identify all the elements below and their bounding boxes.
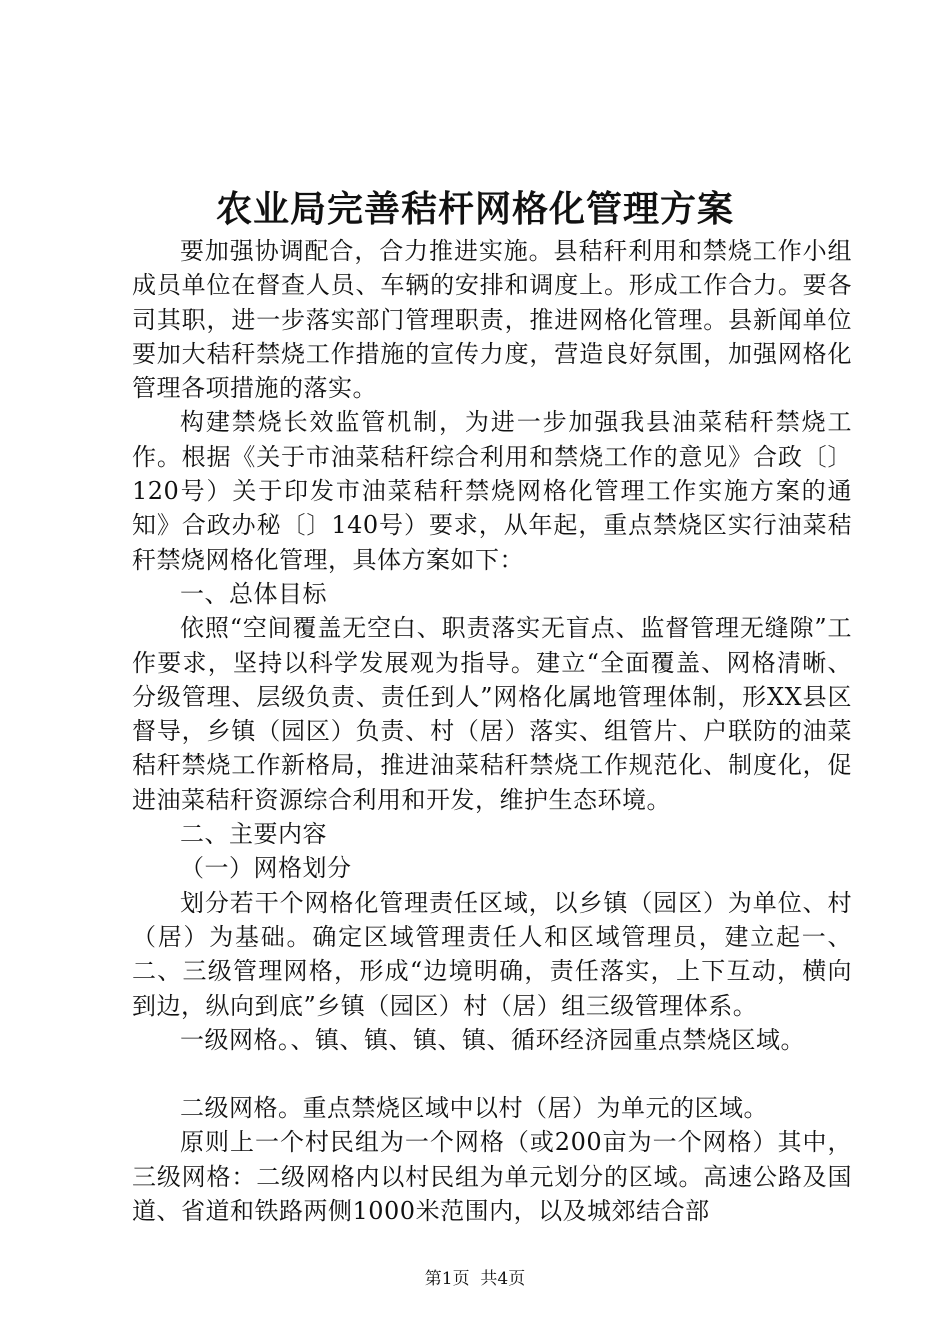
page-footer xyxy=(0,1268,950,1290)
heading-main-content: 二、主要内容 xyxy=(180,820,327,849)
paragraph-mechanism: 构建禁烧长效监管机制，为进一步加强我县油菜秸秆禁烧工作。根据《关于市油菜秸秆综合利用和禁烧工作的意见》合政〔〕120号）关于印发市油菜秸秆禁烧网格化管理工作实施方案的通知》合政办秘〔〕140号）要求，从年起，重点禁烧区实行油菜秸秆禁烧网格化管理，具体方案如下： xyxy=(132,408,852,574)
document-title: 农业局完善秸杆网格化管理方案 xyxy=(215,188,734,230)
paragraph-grid-division: 划分若干个网格化管理责任区域，以乡镇（园区）为单位、村（居）为基础。确定区域管理责任人和区域管理员，建立起一、二、三级管理网格，形成“边境明确，责任落实，上下互动，横向到边，纵向到底”乡镇（园区）村（居）组三级管理体系。 xyxy=(132,888,852,1020)
document-body xyxy=(132,234,852,1228)
heading-overall-goal: 一、总体目标 xyxy=(180,579,327,608)
heading-grid-division: （一）网格划分 xyxy=(180,854,352,883)
paragraph-level-two-grid: 二级网格。重点禁烧区域中以村（居）为单元的区域。 xyxy=(180,1094,768,1123)
paragraph-level-three-grid: 原则上一个村民组为一个网格（或200亩为一个网格）其中，三级网格：二级网格内以村民组为单元划分的区域。高速公路及国道、省道和铁路两侧1000米范围内，以及城郊结合部 xyxy=(132,1128,852,1226)
page-number: 第1页 xyxy=(424,1269,470,1289)
paragraph-goal: 依照“空间覆盖无空白、职责落实无盲点、监督管理无缝隙”工作要求，坚持以科学发展观为指导。建立“全面覆盖、网格清晰、分级管理、层级负责、责任到人”网格化属地管理体制，形XX县区督导，乡镇（园区）负责、村（居）落实、组管片、户联防的油菜秸秆禁烧工作新格局，推进油菜秸秆禁烧工作规范化、制度化，促进油菜秸秆资源综合利用和开发，维护生态环境。 xyxy=(132,614,852,814)
paragraph-level-one-grid: 一级网格。、镇、镇、镇、镇、循环经济园重点禁烧区域。 xyxy=(180,1025,805,1054)
paragraph-cooperation: 要加强协调配合，合力推进实施。县秸秆利用和禁烧工作小组成员单位在督查人员、车辆的安排和调度上。形成工作合力。要各司其职，进一步落实部门管理职责，推进网格化管理。县新闻单位要加大秸秆禁烧工作措施的宣传力度，营造良好氛围，加强网格化管理各项措施的落实。 xyxy=(132,237,852,403)
page-total: 共4页 xyxy=(480,1269,526,1289)
